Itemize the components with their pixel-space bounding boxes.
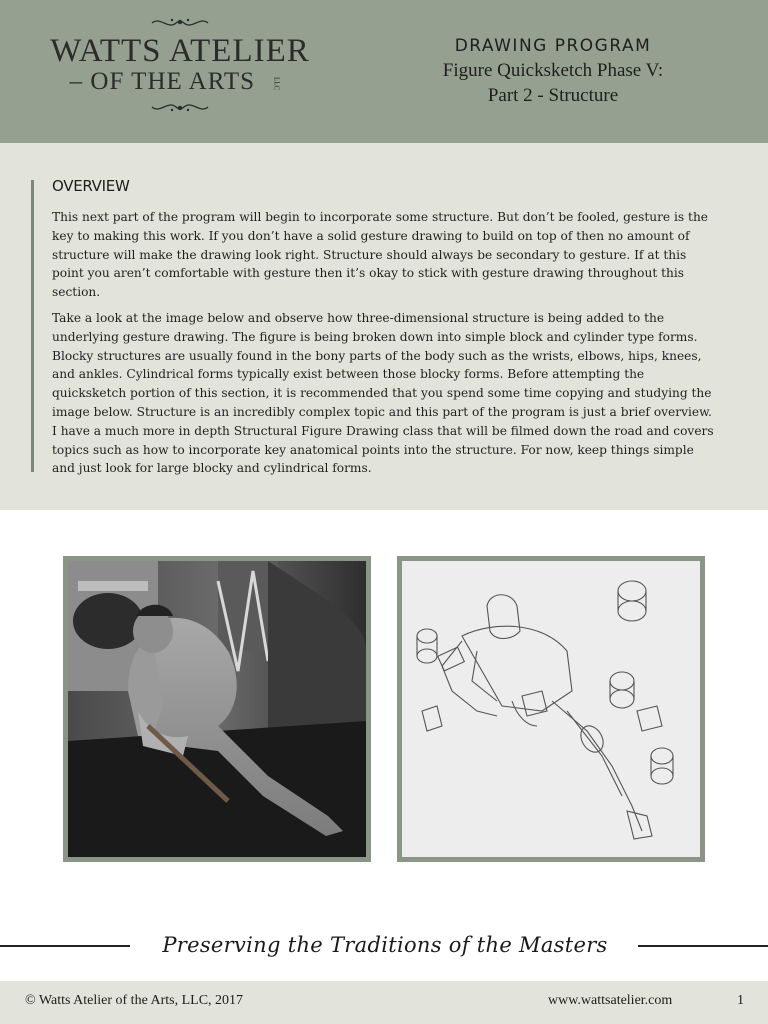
overview-paragraph-2: Take a look at the image below and observe how three-dimensional structure is being added to the underlying gesture drawing. The figure is being broken down into simple block and cylinder type forms. Blocky structures are usually found in the bony parts of the body such as the wrists, elbows, hips, knees, and ankles. Cylindrical forms typically exist between those blocky forms. Before attempting the quicksketch portion of this section, it is recommended that you spend some time copying and studying the image below. Structure is an incredibly complex topic and this part of the program is just a brief overview. I have a much more in depth Structural Figure Drawing class that will be filmed down the road and covers topics such as how to incorporate key anatomical points into the structure. For now, keep things simple and just look for large blocky and cylindrical forms. xyxy=(52,310,714,476)
logo-line-2 xyxy=(40,68,320,96)
overview-heading: OVERVIEW xyxy=(52,177,130,195)
watts-atelier-logo xyxy=(40,16,320,126)
tagline-rule-left xyxy=(0,945,130,947)
overview-paragraph-1: This next part of the program will begin to incorporate some structure. But don’t be fooled, gesture is the key to making this work. If you don’t have a solid gesture drawing to build on top of then no amount of structure will make the drawing look right. Structure should always be secondary to gesture. If at this point you aren’t comfortable with gesture then it’s okay to stick with gesture drawing throughout this section. xyxy=(52,210,709,300)
tagline-rule-right xyxy=(638,945,768,947)
flourish-bottom-icon xyxy=(150,100,210,114)
header-title-block xyxy=(400,34,706,108)
website-link[interactable]: www.wattsatelier.com xyxy=(548,993,673,1008)
tagline: Preserving the Traditions of the Masters xyxy=(162,933,608,957)
overview-body xyxy=(52,208,718,478)
phase-subtitle-line-2: Part 2 - Structure xyxy=(487,85,619,106)
page-header xyxy=(0,0,768,143)
overview-accent-bar xyxy=(31,180,34,472)
phase-subtitle-line-1: Figure Quicksketch Phase V: xyxy=(442,60,664,81)
flourish-top-icon xyxy=(150,16,210,30)
tagline-row xyxy=(0,928,768,964)
structure-sketch xyxy=(402,561,700,857)
page-footer xyxy=(0,981,768,1024)
overview-section xyxy=(0,143,768,510)
copyright-text: © Watts Atelier of the Arts, LLC, 2017 xyxy=(25,993,244,1008)
program-title: DRAWING PROGRAM xyxy=(454,36,652,56)
logo-llc: LLC xyxy=(272,76,281,90)
logo-line-1: WATTS ATELIER xyxy=(50,33,310,69)
structure-sketch-icon xyxy=(402,561,700,857)
reference-photo xyxy=(68,561,366,857)
reference-photo-frame xyxy=(63,556,371,862)
logo-line-2-text: – OF THE ARTS xyxy=(69,68,256,95)
structure-sketch-frame xyxy=(397,556,705,862)
page-number: 1 xyxy=(737,993,744,1008)
photo-reference-icon xyxy=(68,561,366,857)
